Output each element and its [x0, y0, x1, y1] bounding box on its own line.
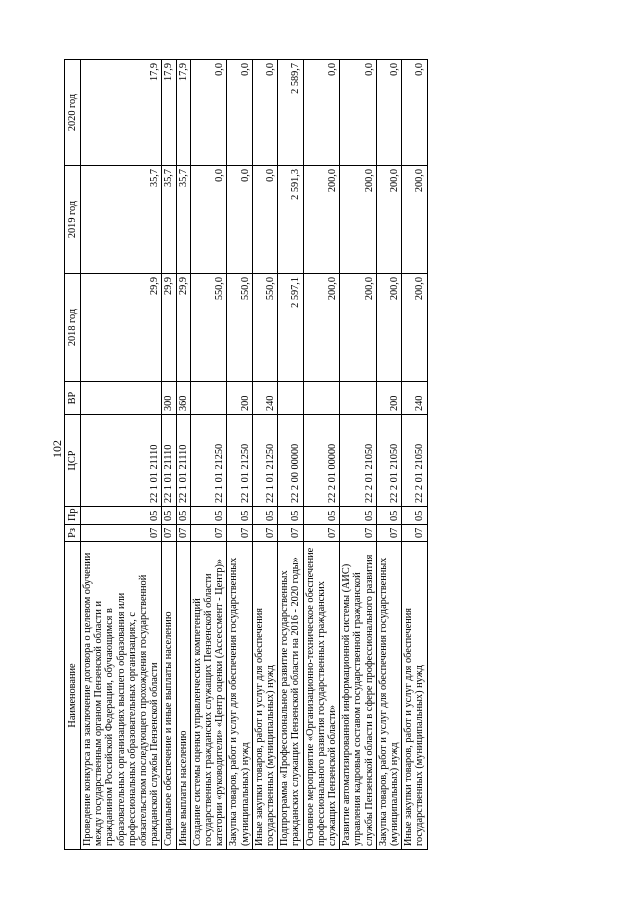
row-2018: 29,9 — [162, 274, 176, 382]
row-2020: 0,0 — [190, 60, 227, 166]
row-rz: 07 — [227, 525, 252, 542]
row-2019: 0,0 — [190, 166, 227, 274]
row-rz: 07 — [176, 525, 190, 542]
row-2019: 200,0 — [303, 166, 340, 274]
row-rz: 07 — [340, 525, 377, 542]
row-2019: 35,7 — [162, 166, 176, 274]
row-pr: 05 — [402, 507, 427, 525]
row-vr: 200 — [227, 382, 252, 415]
row-rz: 07 — [278, 525, 303, 542]
row-name: Социальное обеспечение и иные выплаты населению — [162, 542, 176, 850]
header-csr: ЦСР — [65, 415, 81, 507]
row-2018: 550,0 — [252, 274, 277, 382]
row-vr — [340, 382, 377, 415]
row-2018: 200,0 — [340, 274, 377, 382]
row-vr: 360 — [176, 382, 190, 415]
table-row — [303, 60, 340, 850]
row-csr: 22 2 01 21050 — [340, 415, 377, 507]
row-vr — [278, 382, 303, 415]
table-row — [376, 60, 401, 850]
header-rz: Рз — [65, 525, 81, 542]
table-row — [227, 60, 252, 850]
row-rz: 07 — [81, 525, 162, 542]
table-header-row — [65, 60, 81, 850]
row-pr: 05 — [252, 507, 277, 525]
row-rz: 07 — [303, 525, 340, 542]
table-row — [278, 60, 303, 850]
row-2018: 2 597,1 — [278, 274, 303, 382]
row-csr: 22 2 01 21050 — [376, 415, 401, 507]
row-name: Иные закупки товаров, работ и услуг для обеспечения государственных (муниципальных) нужд — [402, 542, 427, 850]
row-rz: 07 — [190, 525, 227, 542]
header-vr: ВР — [65, 382, 81, 415]
row-2020: 0,0 — [227, 60, 252, 166]
row-rz: 07 — [376, 525, 401, 542]
row-2018: 29,9 — [176, 274, 190, 382]
row-2020: 17,9 — [81, 60, 162, 166]
row-csr: 22 1 01 21250 — [190, 415, 227, 507]
table-row — [162, 60, 176, 850]
row-pr: 05 — [376, 507, 401, 525]
row-rz: 07 — [252, 525, 277, 542]
row-csr: 22 1 01 21110 — [176, 415, 190, 507]
row-2018: 550,0 — [227, 274, 252, 382]
row-2020: 2 589,7 — [278, 60, 303, 166]
row-pr: 05 — [176, 507, 190, 525]
budget-table — [64, 59, 428, 850]
row-name: Создание системы оценки управленческих компетенций государственных гражданских служащих Пензенской области категории «руководители» «Центр оценки (Ассессмент - Центр)» — [190, 542, 227, 850]
table-row — [190, 60, 227, 850]
rotated-table-container — [64, 60, 548, 850]
row-2019: 200,0 — [402, 166, 427, 274]
row-vr: 240 — [252, 382, 277, 415]
row-name: Закупка товаров, работ и услуг для обеспечения государственных (муниципальных) нужд — [376, 542, 401, 850]
row-name: Иные закупки товаров, работ и услуг для обеспечения государственных (муниципальных) нужд — [252, 542, 277, 850]
table-row — [81, 60, 162, 850]
row-2018: 200,0 — [402, 274, 427, 382]
row-csr: 22 1 01 21110 — [162, 415, 176, 507]
header-2020: 2020 год — [65, 60, 81, 166]
row-2020: 0,0 — [303, 60, 340, 166]
row-2020: 0,0 — [252, 60, 277, 166]
row-name: Закупка товаров, работ и услуг для обеспечения государственных (муниципальных) нужд — [227, 542, 252, 850]
row-vr — [303, 382, 340, 415]
row-csr: 22 2 01 21050 — [402, 415, 427, 507]
row-csr: 22 2 01 00000 — [303, 415, 340, 507]
row-pr: 05 — [162, 507, 176, 525]
table-row — [252, 60, 277, 850]
row-vr: 300 — [162, 382, 176, 415]
row-2019: 200,0 — [340, 166, 377, 274]
table-row — [402, 60, 427, 850]
row-2018: 29,9 — [81, 274, 162, 382]
table-row — [176, 60, 190, 850]
table-row — [340, 60, 377, 850]
row-2018: 200,0 — [303, 274, 340, 382]
row-2019: 0,0 — [227, 166, 252, 274]
row-2020: 0,0 — [340, 60, 377, 166]
row-2020: 17,9 — [162, 60, 176, 166]
row-2018: 200,0 — [376, 274, 401, 382]
row-name: Основное мероприятие «Организационно-техническое обеспечение профессионального развития государственных гражданских служащих Пензенской области» — [303, 542, 340, 850]
page-number: 102 — [50, 440, 64, 458]
row-csr: 22 1 01 21250 — [252, 415, 277, 507]
row-rz: 07 — [402, 525, 427, 542]
row-2020: 17,9 — [176, 60, 190, 166]
row-2019: 0,0 — [252, 166, 277, 274]
row-pr: 05 — [190, 507, 227, 525]
row-2020: 0,0 — [376, 60, 401, 166]
row-name: Подпрограмма «Профессиональное развитие государственных гражданских служащих Пензенской области на 2016 - 2020 годы» — [278, 542, 303, 850]
row-vr: 240 — [402, 382, 427, 415]
row-vr — [81, 382, 162, 415]
header-2019: 2019 год — [65, 166, 81, 274]
row-pr: 05 — [278, 507, 303, 525]
row-vr: 200 — [376, 382, 401, 415]
row-csr: 22 2 00 00000 — [278, 415, 303, 507]
row-2019: 2 591,3 — [278, 166, 303, 274]
row-pr: 05 — [81, 507, 162, 525]
header-2018: 2018 год — [65, 274, 81, 382]
row-rz: 07 — [162, 525, 176, 542]
row-csr: 22 1 01 21110 — [81, 415, 162, 507]
row-name: Иные выплаты населению — [176, 542, 190, 850]
header-name: Наименование — [65, 542, 81, 850]
row-name: Развитие автоматизированной информационной системы (АИС) управления кадровым составом государственной гражданской службы Пензенской области в сфере профессионального развития — [340, 542, 377, 850]
row-pr: 05 — [303, 507, 340, 525]
row-2019: 35,7 — [81, 166, 162, 274]
row-pr: 05 — [340, 507, 377, 525]
row-csr: 22 1 01 21250 — [227, 415, 252, 507]
row-pr: 05 — [227, 507, 252, 525]
row-vr — [190, 382, 227, 415]
header-pr: Пр — [65, 507, 81, 525]
row-2018: 550,0 — [190, 274, 227, 382]
row-2019: 200,0 — [376, 166, 401, 274]
row-2019: 35,7 — [176, 166, 190, 274]
row-name: Проведение конкурса на заключение договора о целевом обучении между государственным органом Пензенской области и гражданином Российской Федерации, обучающимся в образовательных организациях высшего образования или профессиональных образовательных организациях, с обязательством последующего прохождения государственной гражданской службы Пензенской области — [81, 542, 162, 850]
row-2020: 0,0 — [402, 60, 427, 166]
